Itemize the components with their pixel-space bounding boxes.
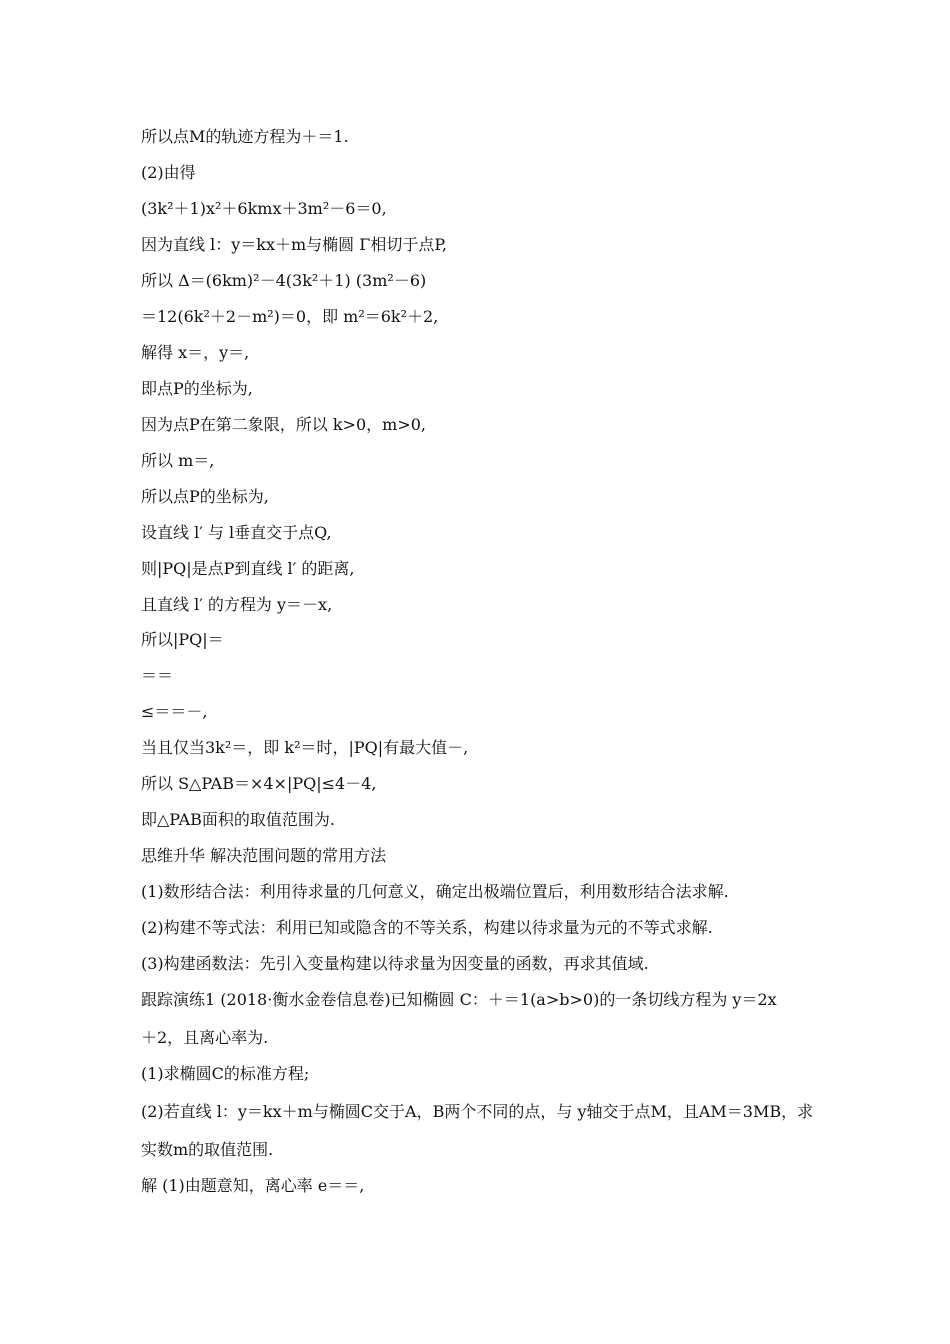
- text-line: 且直线 l′ 的方程为 y＝－x,: [141, 595, 333, 614]
- text-line: 所以点P的坐标为,: [141, 487, 269, 506]
- text-line: 当且仅当3k²＝，即 k²＝时，|PQ|有最大值－,: [141, 738, 469, 757]
- text-line: (3k²＋1)x²＋6kmx＋3m²－6＝0,: [141, 199, 387, 218]
- text-line: 实数m的取值范围.: [141, 1140, 274, 1159]
- text-line: 则|PQ|是点P到直线 l′ 的距离,: [141, 559, 355, 578]
- text-line: 因为直线 l：y＝kx＋m与椭圆 Γ相切于点P,: [141, 235, 447, 254]
- section-heading: 思维升华 解决范围问题的常用方法: [141, 846, 387, 865]
- text-line: (2)构建不等式法：利用已知或隐含的不等关系，构建以待求量为元的不等式求解.: [141, 918, 713, 937]
- text-line: 即△PAB面积的取值范围为.: [141, 810, 336, 829]
- text-line: 即点P的坐标为,: [141, 379, 253, 398]
- text-line: 设直线 l′ 与 l垂直交于点Q,: [141, 523, 332, 542]
- text-line: (1)求椭圆C的标准方程;: [141, 1064, 310, 1083]
- text-line: ＝＝: [141, 666, 174, 685]
- exercise-heading: 跟踪演练1 (2018·衡水金卷信息卷)已知椭圆 C：＋＝1(a>b>0)的一条切线方程为 y＝2x: [141, 990, 777, 1009]
- text-line: 所以|PQ|＝: [141, 630, 224, 649]
- text-line: ＝12(6k²＋2－m²)＝0，即 m²＝6k²＋2,: [141, 307, 439, 326]
- text-line: 因为点P在第二象限，所以 k>0，m>0,: [141, 415, 426, 434]
- text-line: (2)由得: [141, 163, 196, 182]
- text-line: 解 (1)由题意知，离心率 e＝＝,: [141, 1176, 365, 1195]
- text-line: 所以 m＝,: [141, 451, 215, 470]
- text-line: ≤＝＝－,: [141, 702, 208, 721]
- text-line: 所以点M的轨迹方程为＋＝1.: [141, 127, 349, 146]
- text-line: ＋2，且离心率为.: [141, 1028, 269, 1047]
- text-line: (2)若直线 l：y＝kx＋m与椭圆C交于A，B两个不同的点，与 y轴交于点M，且AM＝3MB，求: [141, 1102, 814, 1121]
- text-line: (1)数形结合法：利用待求量的几何意义，确定出极端位置后，利用数形结合法求解.: [141, 882, 729, 901]
- text-line: 解得 x＝，y＝,: [141, 343, 250, 362]
- text-line: (3)构建函数法：先引入变量构建以待求量为因变量的函数，再求其值域.: [141, 954, 649, 973]
- text-line: 所以 S△PAB＝×4×|PQ|≤4－4,: [141, 774, 377, 793]
- text-line: 所以 Δ＝(6km)²－4(3k²＋1) (3m²－6): [141, 271, 427, 290]
